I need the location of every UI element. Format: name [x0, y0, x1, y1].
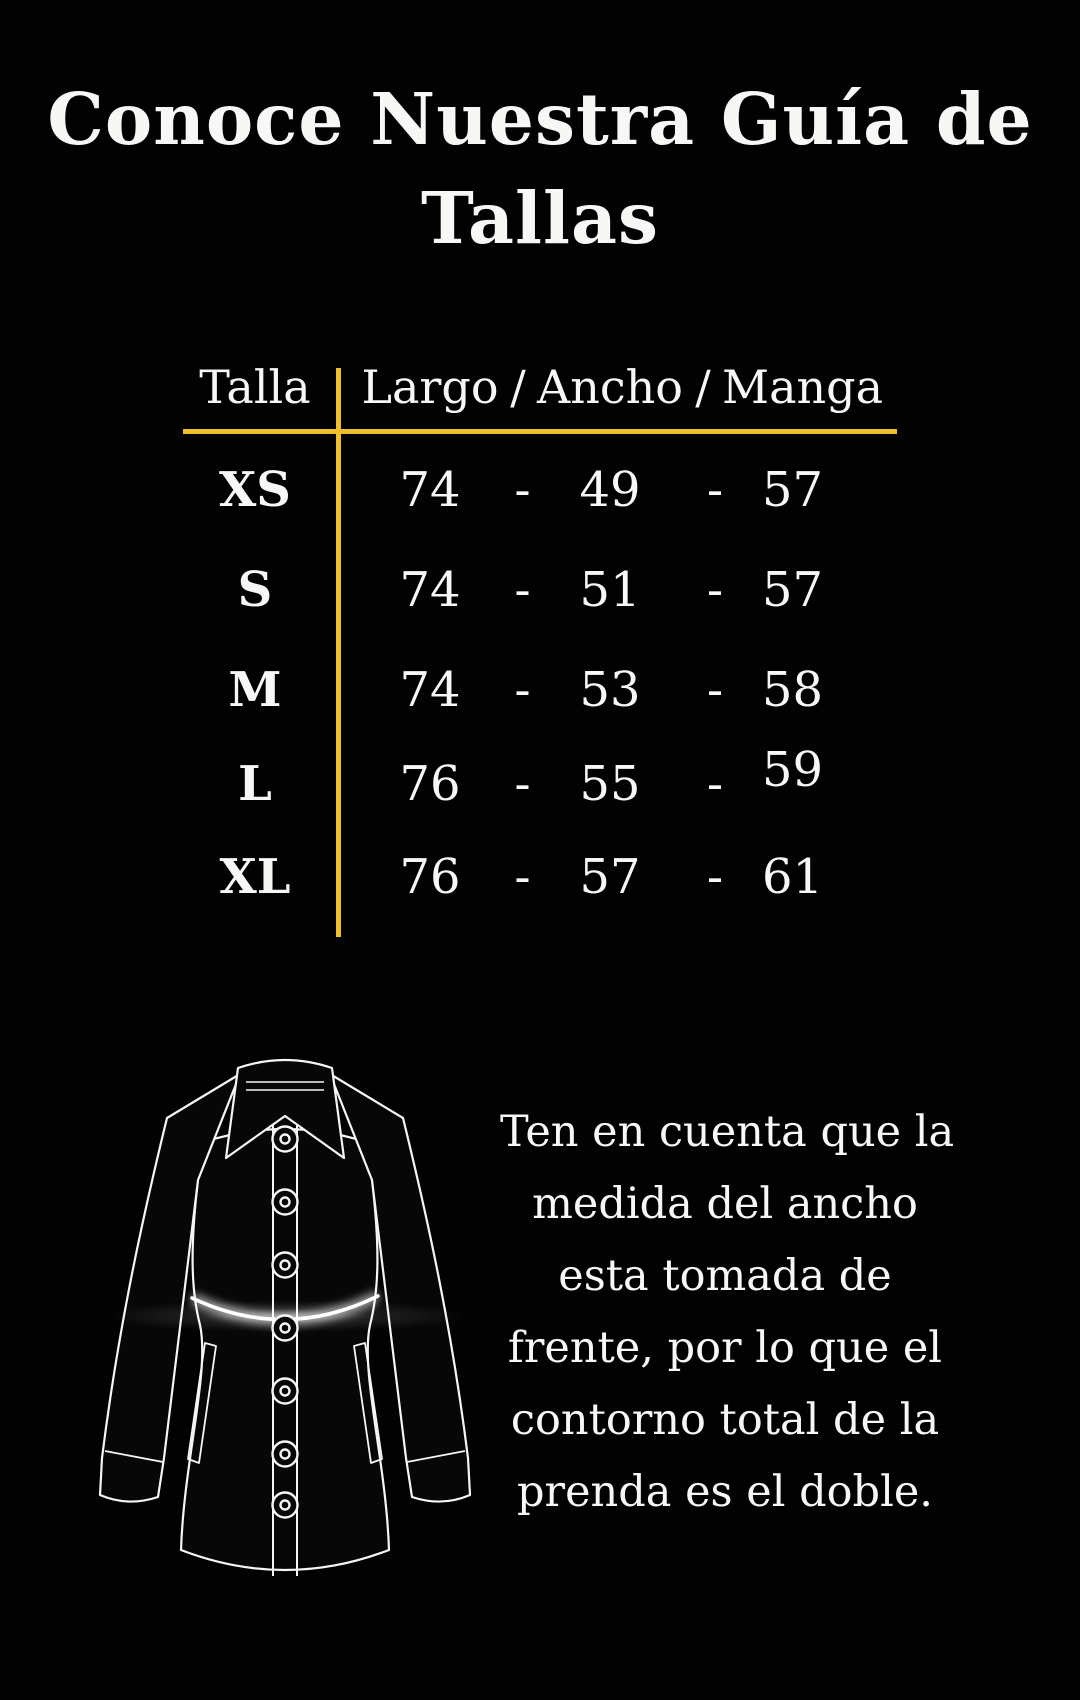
measure-values — [360, 655, 830, 725]
page-title — [0, 70, 1080, 268]
largo-value: 74 — [399, 562, 461, 618]
value-separator: - — [706, 849, 724, 905]
page-title-line: Conoce Nuestra Guía de — [47, 77, 1033, 161]
largo-value: 76 — [399, 756, 461, 812]
note-line: esta tomada de — [558, 1251, 892, 1301]
value-separator: - — [706, 462, 724, 518]
note-line: medida del ancho — [532, 1179, 918, 1229]
measure-values — [360, 842, 830, 912]
note-line: frente, por lo que el — [507, 1323, 943, 1373]
table-row — [0, 655, 1080, 725]
manga-value: 58 — [761, 662, 824, 718]
largo-value: 74 — [399, 662, 461, 718]
value-separator: - — [706, 662, 724, 718]
manga-value: 57 — [761, 562, 824, 618]
manga-value: 57 — [761, 462, 824, 518]
value-separator: - — [514, 662, 531, 718]
column-header-slash: / — [510, 360, 526, 414]
size-label: XS — [219, 462, 291, 518]
ancho-value: 55 — [579, 756, 641, 812]
table-header-underline — [183, 429, 897, 434]
page-title-line: Tallas — [421, 176, 659, 260]
size-label: S — [237, 562, 273, 618]
table-row — [0, 455, 1080, 525]
value-separator: - — [514, 849, 531, 905]
table-row — [0, 742, 1080, 819]
note-line: contorno total de la — [510, 1395, 940, 1445]
measure-values — [360, 555, 830, 625]
manga-value: 61 — [761, 849, 824, 905]
note-line: prenda es el doble. — [517, 1467, 933, 1517]
measure-values — [360, 742, 830, 819]
column-header-manga: Manga — [722, 360, 884, 414]
column-header-ancho: Ancho — [537, 360, 683, 414]
column-header-slash: / — [695, 360, 711, 414]
value-separator: - — [514, 562, 531, 618]
size-label: L — [238, 756, 272, 812]
column-header-largo: Largo — [361, 360, 499, 414]
table-row — [0, 842, 1080, 912]
note-line: Ten en cuenta que la — [500, 1107, 955, 1157]
ancho-value: 53 — [579, 662, 641, 718]
table-row — [0, 555, 1080, 625]
measurement-note — [500, 1096, 955, 1528]
value-separator: - — [706, 756, 724, 812]
column-header-talla: Talla — [199, 360, 311, 414]
size-label: M — [228, 662, 282, 718]
ancho-value: 51 — [579, 562, 641, 618]
jacket-outline-icon — [80, 990, 490, 1600]
value-separator: - — [514, 462, 531, 518]
manga-value: 59 — [761, 742, 824, 798]
ancho-value: 49 — [579, 462, 641, 518]
value-separator: - — [706, 562, 724, 618]
value-separator: - — [514, 756, 531, 812]
largo-value: 76 — [399, 849, 461, 905]
ancho-value: 57 — [579, 849, 641, 905]
size-label: XL — [219, 849, 291, 905]
measure-values — [360, 455, 830, 525]
largo-value: 74 — [399, 462, 461, 518]
column-header-measures — [360, 352, 884, 422]
